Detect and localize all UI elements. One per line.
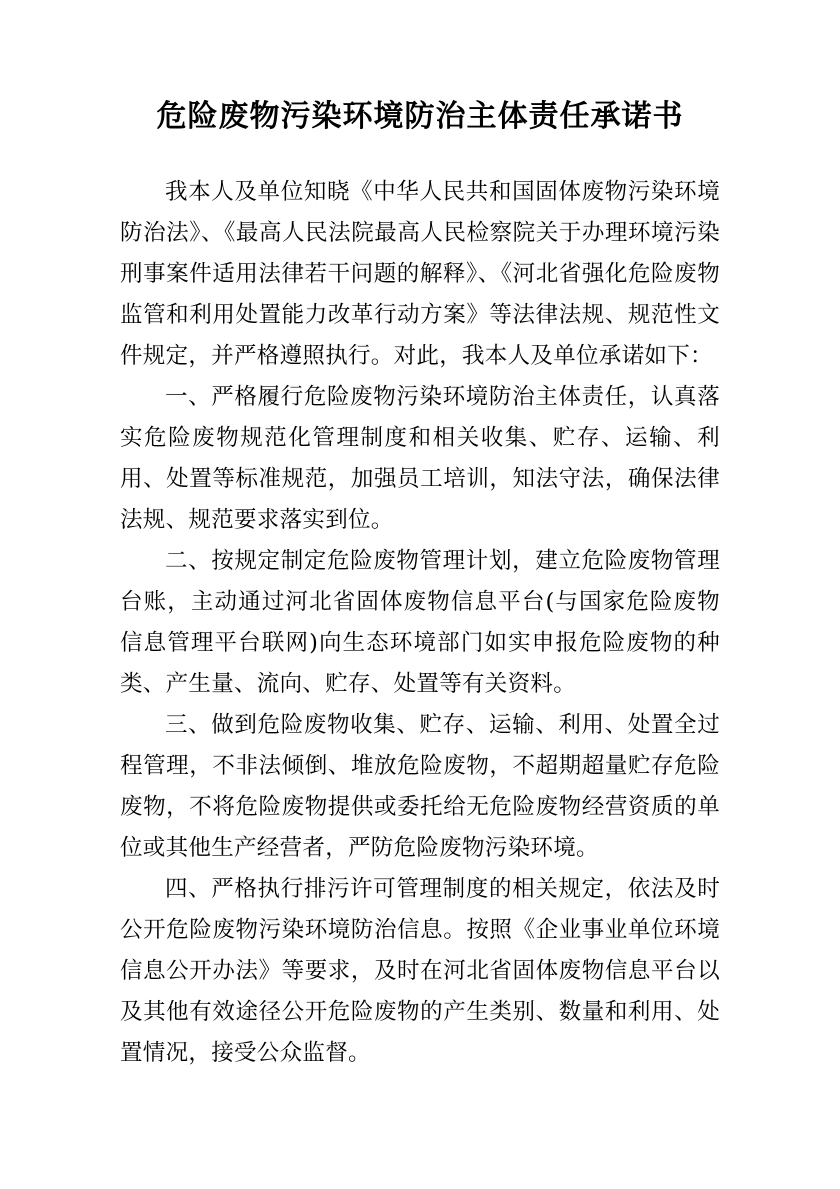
paragraph-intro: 我本人及单位知晓《中华人民共和国固体废物污染环境防治法》、《最高人民法院最高人民检察院关于办理环境污染刑事案件适用法律若干问题的解释》、《河北省强化危险废物监管和利用处置能力改革行动方案》等法律法规、规范性文件规定，并严格遵照执行。对此，我本人及单位承诺如下： [120, 179, 720, 369]
paragraph-clause-2: 二、按规定制定危险废物管理计划，建立危险废物管理台账，主动通过河北省固体废物信息平台(与国家危险废物信息管理平台联网)向生态环境部门如实申报危险废物的种类、产生量、流向、贮存、处置等有关资料。 [120, 548, 720, 697]
paragraph-clause-4: 四、严格执行排污许可管理制度的相关规定，依法及时公开危险废物污染环境防治信息。按照《企业事业单位环境信息公开办法》等要求，及时在河北省固体废物信息平台以及其他有效途径公开危险废物的产生类别、数量和利用、处置情况，接受公众监督。 [120, 876, 720, 1066]
page-title: 危险废物污染环境防治主体责任承诺书 [156, 99, 684, 134]
paragraph-clause-1: 一、严格履行危险废物污染环境防治主体责任，认真落实危险废物规范化管理制度和相关收集、贮存、运输、利用、处置等标准规范，加强员工培训，知法守法，确保法律法规、规范要求落实到位。 [120, 384, 720, 533]
document-body [120, 172, 720, 1074]
paragraph-clause-3: 三、做到危险废物收集、贮存、运输、利用、处置全过程管理，不非法倾倒、堆放危险废物，不超期超量贮存危险废物，不将危险废物提供或委托给无危险废物经营资质的单位或其他生产经营者，严防危险废物污染环境。 [120, 712, 720, 861]
